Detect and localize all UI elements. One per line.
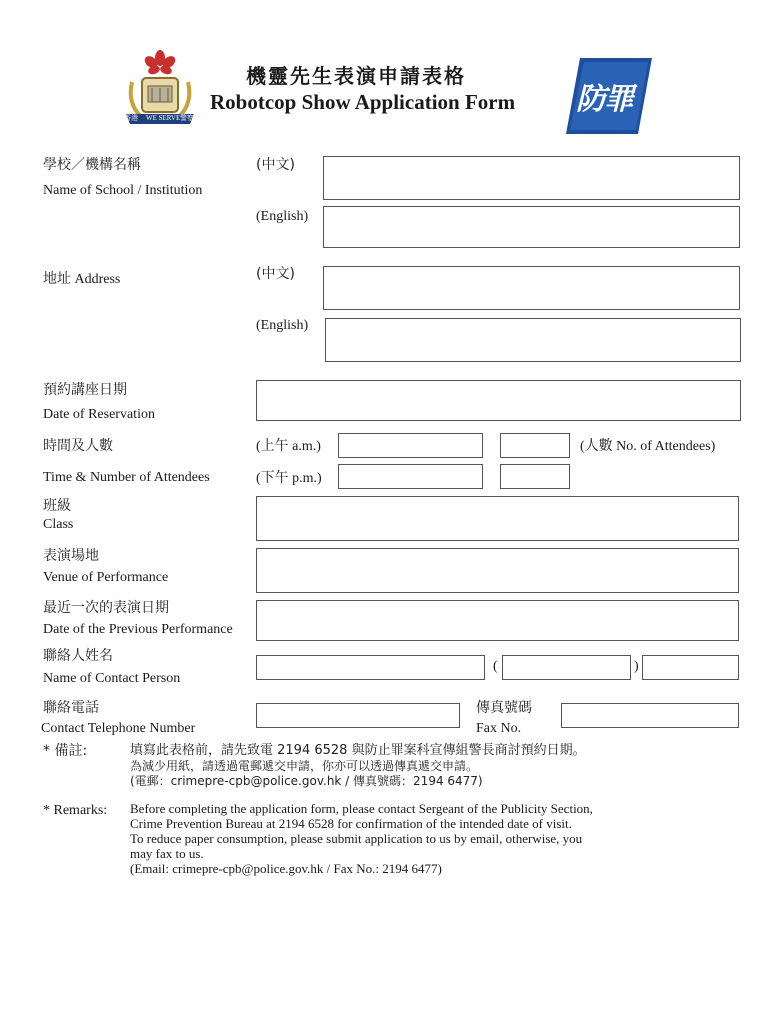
class-label-zh: 班級 bbox=[43, 498, 71, 514]
emblem-text-right: 警察 bbox=[180, 114, 194, 122]
am-label: (上午 a.m.) bbox=[256, 439, 321, 454]
address-label bbox=[43, 271, 120, 288]
notes-zh-line: 為減少用紙，請透過電郵遞交申請，你亦可以透過傳真遞交申請。 bbox=[130, 759, 479, 773]
address-label-en: Address bbox=[74, 272, 121, 287]
notes-zh-line: 填寫此表格前，請先致電 2194 6528 與防止罪案科宣傳組警長商討預約日期。 bbox=[130, 743, 586, 758]
contact-name-field[interactable] bbox=[256, 655, 485, 680]
contact-name-field-3[interactable] bbox=[642, 655, 739, 680]
time-label-en: Time & Number of Attendees bbox=[43, 470, 210, 485]
attendees-label: (人數 No. of Attendees) bbox=[580, 439, 716, 454]
school-sub-zh: (中文) bbox=[256, 157, 295, 173]
notes-en-line: (Email: crimepre-cpb@police.gov.hk / Fax No.: 2194 6477) bbox=[130, 861, 442, 876]
am-time-field[interactable] bbox=[338, 433, 483, 458]
form-title-en: Robotcop Show Application Form bbox=[210, 90, 516, 114]
notes-en-label: * Remarks: bbox=[43, 803, 108, 818]
school-label-en: Name of School / Institution bbox=[43, 183, 203, 198]
reservation-date-field[interactable] bbox=[256, 380, 741, 421]
pm-time-field[interactable] bbox=[338, 464, 483, 489]
am-attendees-field[interactable] bbox=[500, 433, 570, 458]
venue-label-en: Venue of Performance bbox=[43, 570, 169, 585]
contact-name-field-2[interactable] bbox=[502, 655, 631, 680]
phone-label-en: Contact Telephone Number bbox=[41, 721, 196, 736]
venue-field[interactable] bbox=[256, 548, 739, 593]
school-name-en-field[interactable] bbox=[323, 206, 740, 248]
contact-paren-open: ( bbox=[493, 659, 498, 674]
contact-label-en: Name of Contact Person bbox=[43, 671, 181, 686]
police-emblem bbox=[118, 48, 202, 132]
address-sub-en: (English) bbox=[256, 318, 309, 333]
pm-attendees-field[interactable] bbox=[500, 464, 570, 489]
notes-zh-body bbox=[130, 743, 586, 789]
address-en-field[interactable] bbox=[325, 318, 741, 362]
contact-paren-close: ) bbox=[634, 659, 639, 674]
fax-label-en: Fax No. bbox=[476, 721, 522, 736]
reservation-label-zh: 預約講座日期 bbox=[43, 382, 127, 398]
notes-en-line: Before completing the application form, please contact Sergeant of the Publicity Section, bbox=[130, 801, 593, 816]
class-field[interactable] bbox=[256, 496, 739, 541]
school-label-zh: 學校／機構名稱 bbox=[43, 157, 141, 173]
pm-label: (下午 p.m.) bbox=[256, 471, 322, 486]
school-sub-en: (English) bbox=[256, 209, 309, 224]
previous-label-en: Date of the Previous Performance bbox=[43, 622, 233, 637]
time-label-zh: 時間及人數 bbox=[43, 438, 113, 454]
crime-prevention-logo bbox=[566, 58, 652, 134]
emblem-text-middle: WE SERVE bbox=[146, 114, 181, 122]
contact-label-zh: 聯絡人姓名 bbox=[43, 648, 113, 664]
fax-label-zh: 傳真號碼 bbox=[476, 700, 532, 716]
notes-en-line: To reduce paper consumption, please submit application to us by email, otherwise, you bbox=[130, 831, 583, 846]
notes-en-line: Crime Prevention Bureau at 2194 6528 for confirmation of the intended date of visit. bbox=[130, 816, 572, 831]
previous-date-field[interactable] bbox=[256, 600, 739, 641]
address-zh-field[interactable] bbox=[323, 266, 740, 310]
address-label-zh: 地址 bbox=[43, 271, 71, 287]
reservation-label-en: Date of Reservation bbox=[43, 407, 155, 422]
notes-en-body bbox=[130, 801, 593, 876]
form-title-zh: 機靈先生表演申請表格 bbox=[246, 64, 466, 88]
venue-label-zh: 表演場地 bbox=[43, 548, 99, 564]
phone-label-zh: 聯絡電話 bbox=[43, 700, 99, 716]
emblem-text-left: 香港 bbox=[124, 114, 138, 122]
phone-field[interactable] bbox=[256, 703, 460, 728]
school-name-zh-field[interactable] bbox=[323, 156, 740, 200]
logo-text: 防罪 bbox=[576, 82, 632, 117]
notes-zh-label: * 備註: bbox=[43, 743, 88, 759]
class-label-en: Class bbox=[43, 517, 74, 532]
notes-en-line: may fax to us. bbox=[130, 846, 204, 861]
fax-field[interactable] bbox=[561, 703, 739, 728]
notes-zh-line: (電郵：crimepre-cpb@police.gov.hk / 傳真號碼：2194 6477) bbox=[130, 774, 483, 788]
previous-label-zh: 最近一次的表演日期 bbox=[43, 600, 169, 616]
address-sub-zh: (中文) bbox=[256, 266, 295, 282]
